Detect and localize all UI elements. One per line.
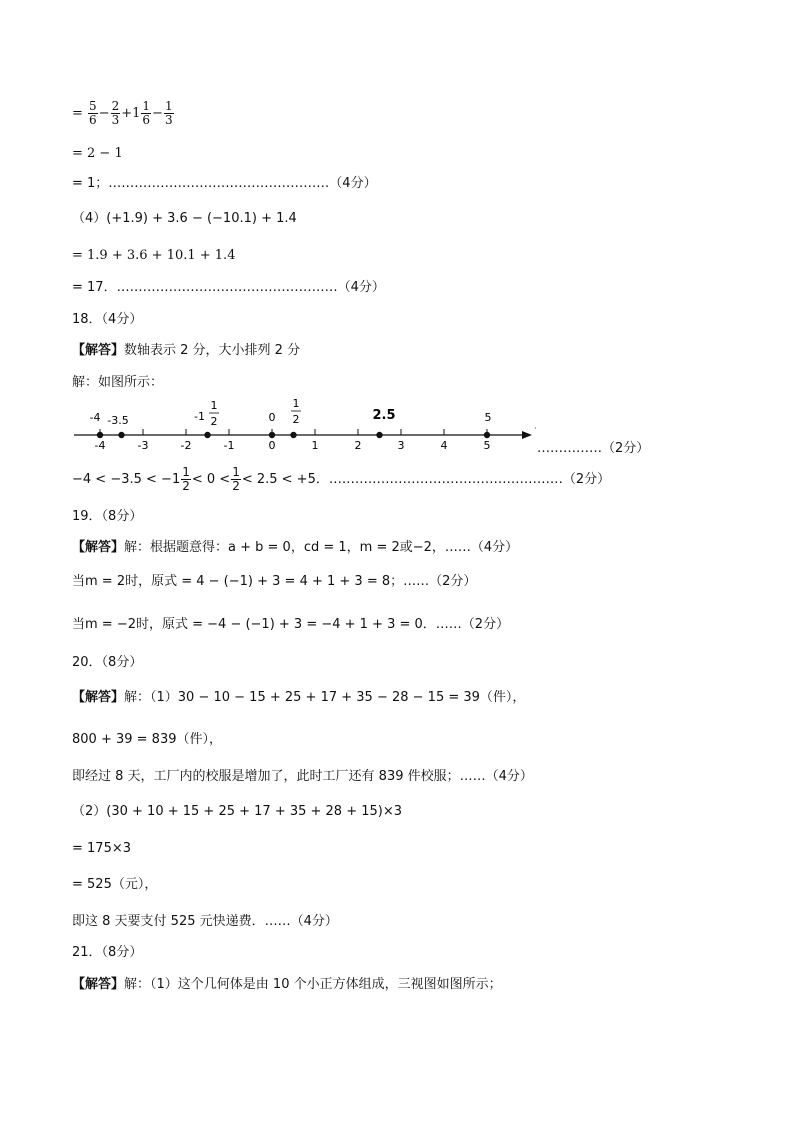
number-point — [484, 432, 490, 438]
number-point — [97, 432, 103, 438]
fraction: $\frac{1}{2}$ — [182, 465, 190, 493]
question-21-title: 21．（8分） — [72, 945, 143, 960]
question-19-line-1: 【解答】解：根据题意得：a + b = 0，cd = 1，m = 2或−2，……（4分） — [72, 540, 519, 555]
question-20-line-4: （2）(30 + 10 + 15 + 25 + 17 + 35 + 28 + 15)×3 — [72, 804, 403, 819]
label-minus-1-half-den: 2 — [210, 415, 218, 428]
question-19-line-3: 当m = −2时，原式 = −4 − (−1) + 3 = −4 + 1 + 3 = 0．……（2分） — [72, 617, 510, 632]
tick-label: 2 — [354, 439, 362, 452]
question-20-line-2: 800 + 39 = 839（件）， — [72, 732, 222, 747]
question-20-line-5: = 175×3 — [72, 841, 132, 856]
question-20-line-3: 即经过 8 天，工厂内的校服是增加了，此时工厂还有 839 件校服；……（4分） — [72, 769, 533, 784]
number-line-score: ……………（2分） — [537, 441, 650, 456]
label-minus-4: -4 — [89, 411, 101, 424]
tick-label: 4 — [440, 439, 448, 452]
question-20-line-6: = 525（元）， — [72, 877, 158, 892]
question-18-answer: 【解答】数轴表示 2 分，大小排列 2 分 — [72, 343, 301, 358]
order-line: −4 < −3.5 < −1 $\frac{1}{2}$ < 0 < $\frac{1}{2}$ < 2.5 < +5．………………………………………………（2分） — [72, 465, 611, 493]
question-21-line-1: 【解答】解：（1）这个几何体是由 10 个小正方体组成，三视图如图所示； — [72, 977, 502, 992]
number-line — [72, 395, 792, 455]
tick-label: -1 — [223, 439, 235, 452]
svg-text:·: · — [534, 424, 537, 433]
question-18-solution: 解：如图所示： — [72, 375, 164, 390]
step-line-2: = 2 − 1 — [72, 146, 123, 161]
number-point — [376, 432, 382, 438]
label-half-den: 2 — [292, 413, 300, 426]
tick-label: 5 — [483, 439, 491, 452]
fraction: $\frac{1}{2}$ — [232, 465, 240, 493]
tick-label: -3 — [137, 439, 149, 452]
tick-label: 1 — [311, 439, 319, 452]
subquestion-4: （4）(+1.9) + 3.6 − (−10.1) + 1.4 — [72, 211, 297, 226]
fraction: $\frac{1}{6}$ — [142, 99, 151, 127]
label-5: 5 — [484, 411, 492, 424]
label-half-num: 1 — [292, 397, 300, 410]
tick-label: -4 — [94, 439, 106, 452]
axis-arrow — [522, 431, 532, 439]
label-minus-1-half-num: 1 — [210, 399, 218, 412]
number-point — [118, 432, 124, 438]
step-line-5: = 1.9 + 3.6 + 10.1 + 1.4 — [72, 248, 236, 263]
number-point — [269, 432, 275, 438]
number-point — [204, 432, 210, 438]
label-2.5: 2.5 — [372, 408, 396, 423]
tick-label: 0 — [268, 439, 276, 452]
label-minus-3.5: -3.5 — [107, 414, 129, 427]
tick-label: -2 — [180, 439, 192, 452]
tick-label: 3 — [397, 439, 405, 452]
step-line-3: = 1；……………………………………………（4分） — [72, 176, 377, 191]
step-line-1: = $\frac{5}{6}$ − $\frac{2}{3}$ +1 $\frac{1}{6}$ − $\frac{1}{3}$ — [72, 99, 173, 127]
question-19-line-2: 当m = 2时，原式 = 4 − (−1) + 3 = 4 + 1 + 3 = 8；……（2分） — [72, 574, 477, 589]
question-18-title: 18．（4分） — [72, 312, 143, 327]
question-19-title: 19．（8分） — [72, 509, 143, 524]
step-line-6: = 17．……………………………………………（4分） — [72, 280, 385, 295]
label-minus-1-half-int: -1 — [194, 410, 205, 423]
question-20-line-7: 即这 8 天要支付 525 元快递费．……（4分） — [72, 914, 338, 929]
fraction: $\frac{2}{3}$ — [111, 99, 120, 127]
fraction: $\frac{1}{3}$ — [164, 99, 173, 127]
label-zero: 0 — [268, 411, 276, 424]
number-point — [290, 432, 296, 438]
question-20-title: 20．（8分） — [72, 655, 143, 670]
fraction: $\frac{5}{6}$ — [89, 99, 97, 127]
question-20-line-1: 【解答】解：（1）30 − 10 − 15 + 25 + 17 + 35 − 28 − 15 = 39（件）， — [72, 690, 526, 705]
